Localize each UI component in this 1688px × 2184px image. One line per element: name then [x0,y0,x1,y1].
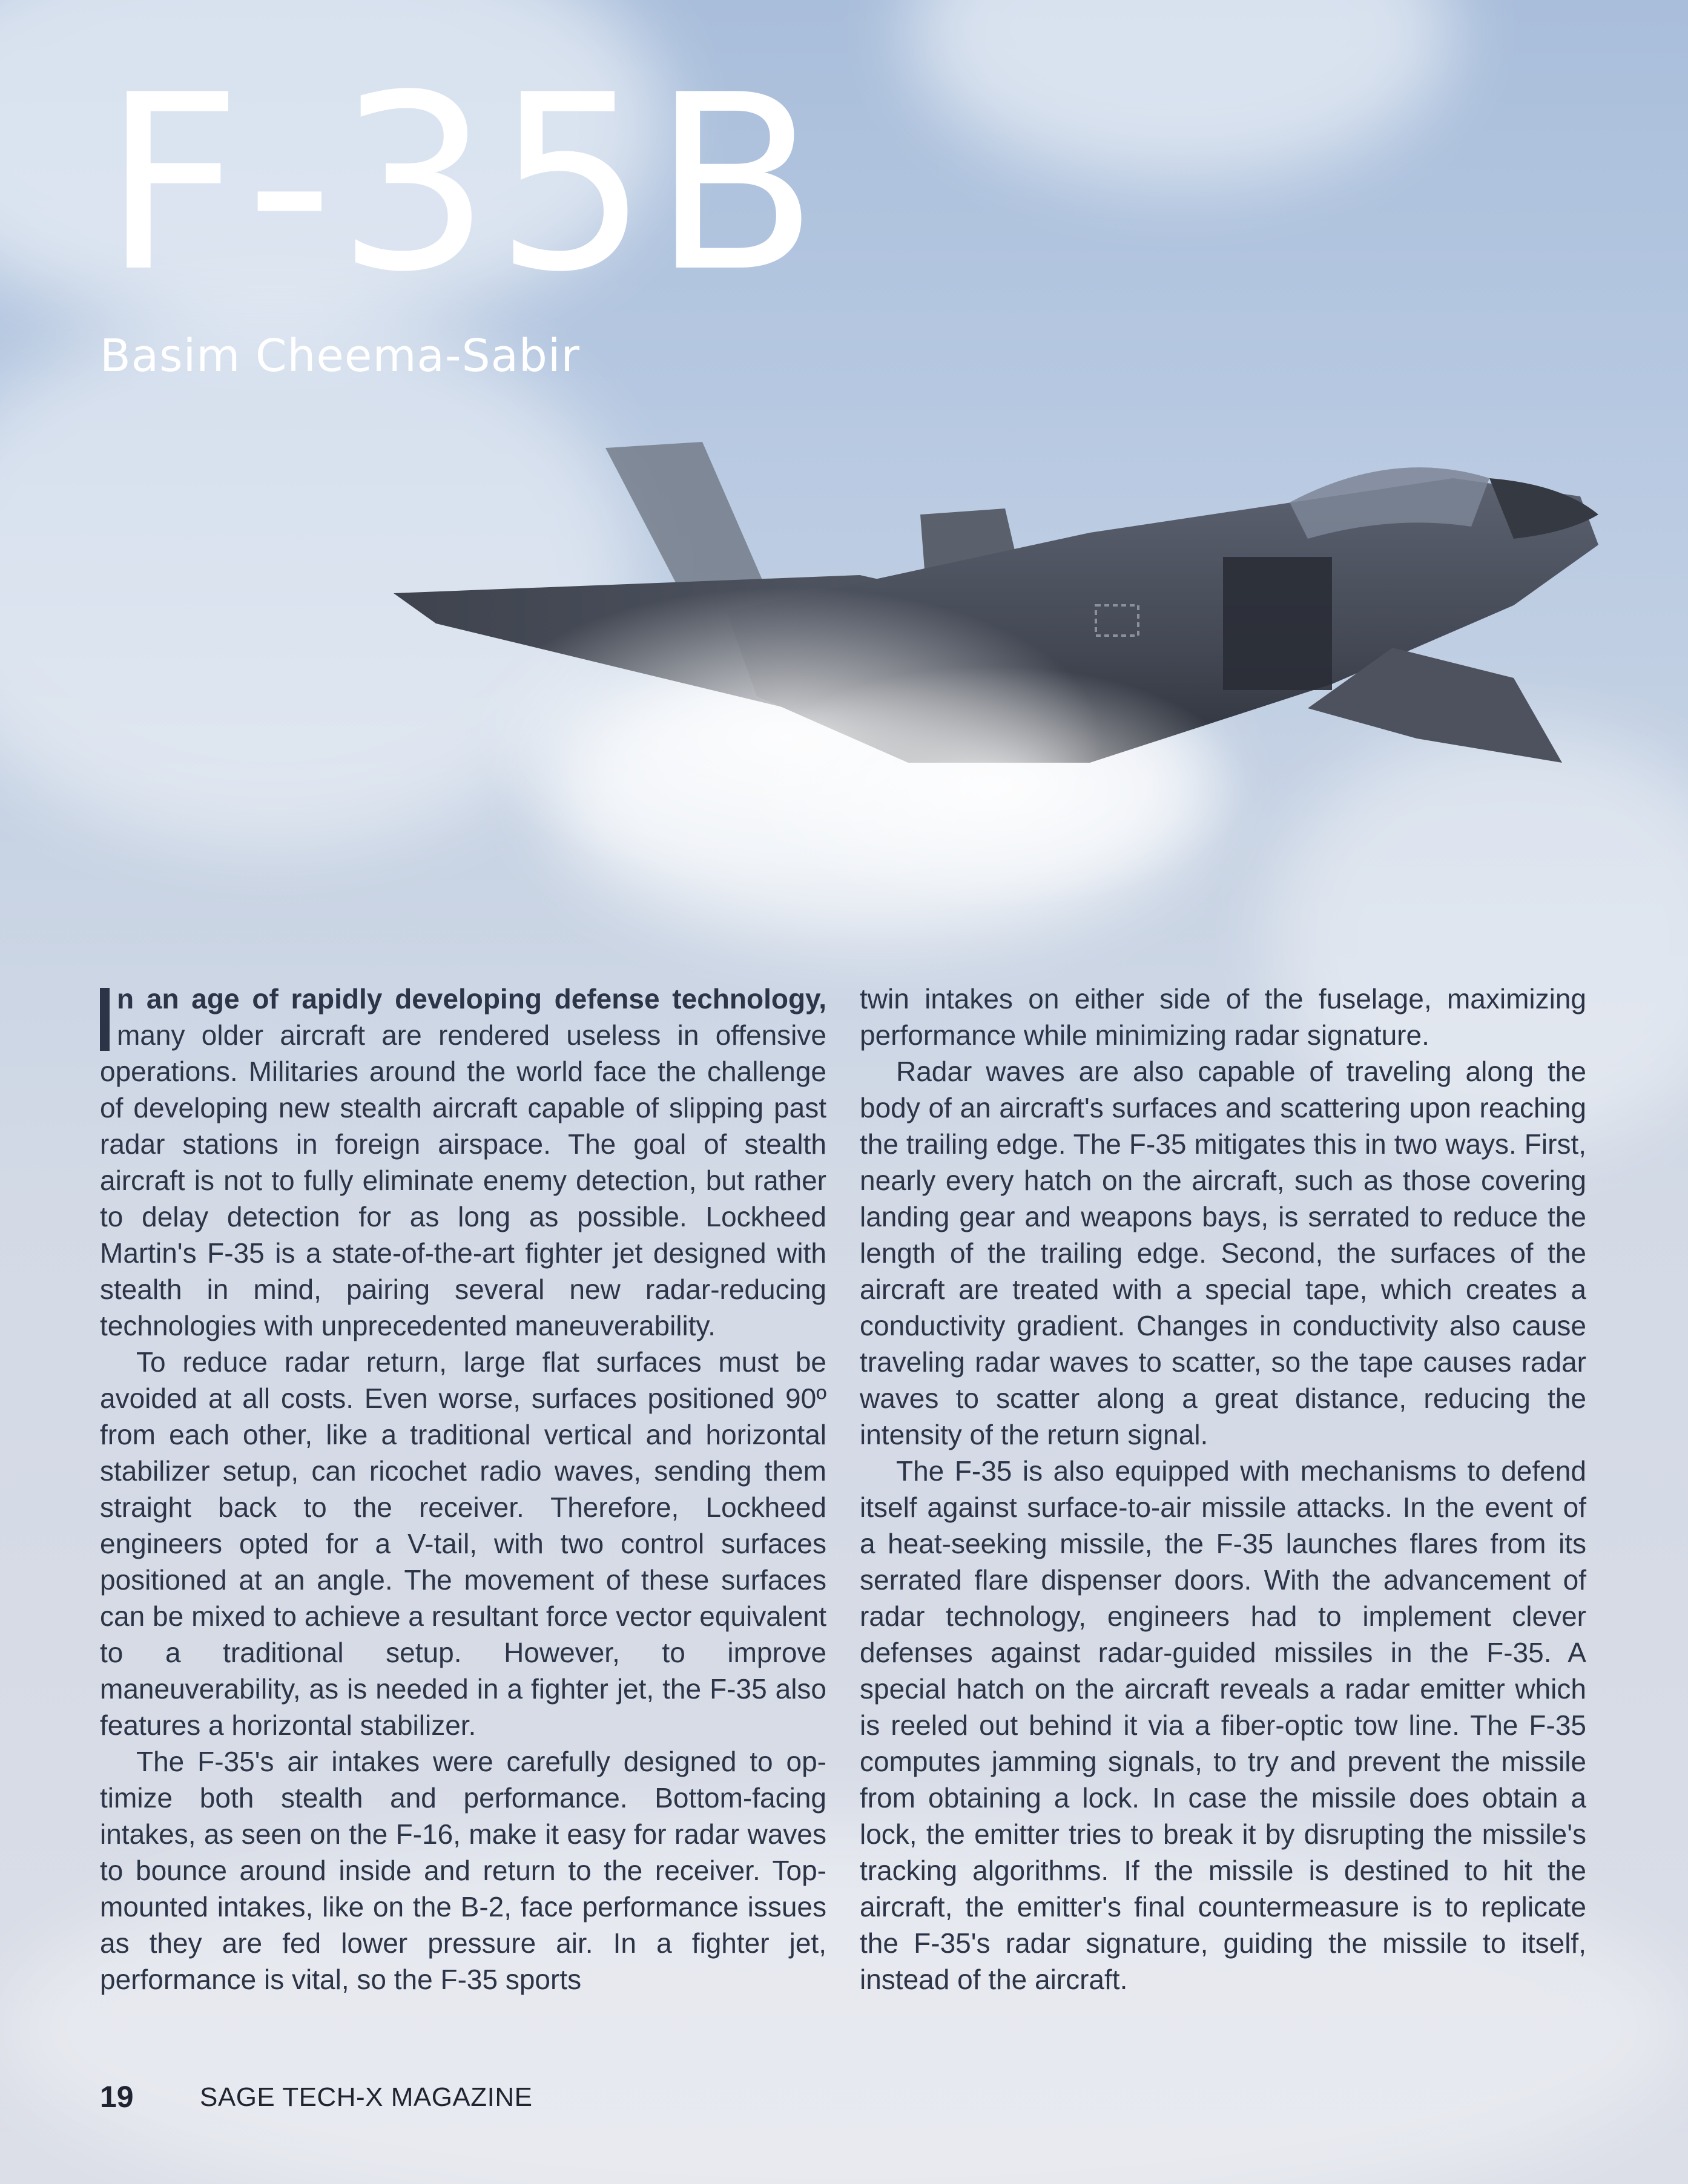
drop-cap [100,988,110,1051]
vapor-trail [739,666,1247,908]
paragraph-1-text: many older aircraft are rendered useless in offensive operations. Militaries around the world face the challenge of developing new stealth aircraft capable of slipping past radar stations in foreign airspace. The goal of stealth aircraft is not to fully eliminate enemy detection, but rather to delay detection for as long as possible. Lockheed Martin's F-35 is a state-of-the-art fighter jet designed with stealth in mind, pairing several new radar-reducing technologies with unprecedented maneuverability. [100,1019,826,1341]
article-column-left [100,981,826,1998]
air-intake [1223,557,1332,690]
paragraph-2: To reduce radar return, large flat surfaces must be avoided at all costs. Even worse, surfaces positioned 90º from each other, like a traditional vertical and horizontal stabilizer setup, can ricochet radio waves, sending them straight back to the receiver. Therefore, Lockheed engineers opted for a V-tail, with two control surfaces positioned at an angle. The movement of these surfaces can be mixed to achieve a resultant force vector equivalent to a traditional setup. However, to improve maneuverability, as is needed in a fighter jet, the F-35 also features a horizontal stabilizer. [100,1346,826,1741]
author-byline: Basim Cheema-Sabir [100,330,580,382]
magazine-name: SAGE TECH-X MAGAZINE [200,2082,533,2112]
paragraph-3-continued: twin intakes on either side of the fuselage, maximizing performance while minimizing radar signature. [860,983,1586,1051]
paragraph-4: Radar waves are also capable of traveling along the body of an aircraft's surfaces and scattering upon reaching the trailing edge. The F-35 mitigates this in two ways. First, nearly every hatch on the aircraft, such as those covering landing gear and weapons bays, is serrated to reduce the length of the trailing edge. Second, the surfaces of the aircraft are treated with a special tape, which creates a conductivity gradient. Changes in conductivity also cause traveling radar waves to scatter, so the tape causes radar waves to scatter along a great distance, reducing the intensity of the return signal. [860,1056,1586,1450]
article-column-right [860,981,1586,1998]
vertical-tail-left [605,442,763,587]
f35-jet-photo [363,424,1623,920]
paragraph-3: The F-35's air intakes were carefully designed to optimize both stealth and performance. Bottom-facing intakes, as seen on the F-16, make it easy for radar waves to bounce around inside and return to the receiver. Top-mounted intakes, like on the B-2, face performance issues as they are fed lower pressure air. In a fighter jet, performance is vital, so the F-35 sports [100,1746,826,1995]
cloud-top [908,0,1453,182]
page-number: 19 [100,2080,134,2114]
paragraph-1 [100,981,826,1344]
paragraph-5: The F-35 is also equipped with mechanisms to defend itself against surface-to-air missile attacks. In the event of a heat-seeking missile, the F-35 launches flares from its serrated flare dispenser doors. With the advancement of radar technology, engineers had to implement clever defenses against radar-guided missiles in the F-35. A special hatch on the aircraft reveals a radar emitter which is reeled out behind it via a fiber-optic tow line. The F-35 computes jamming signals, to try and prevent the missile from obtaining a lock. In case the missile does obtain a lock, the emitter tries to break it by disrupting the missile's tracking algorithms. If the missile is destined to hit the aircraft, the emitter's final countermeasure is to replicate the F-35's radar signature, guiding the missile to itself, instead of the aircraft. [860,1455,1586,1995]
lead-in: n an age of rapidly developing defense technology, [117,983,826,1015]
article-title: F-35B [103,44,822,325]
